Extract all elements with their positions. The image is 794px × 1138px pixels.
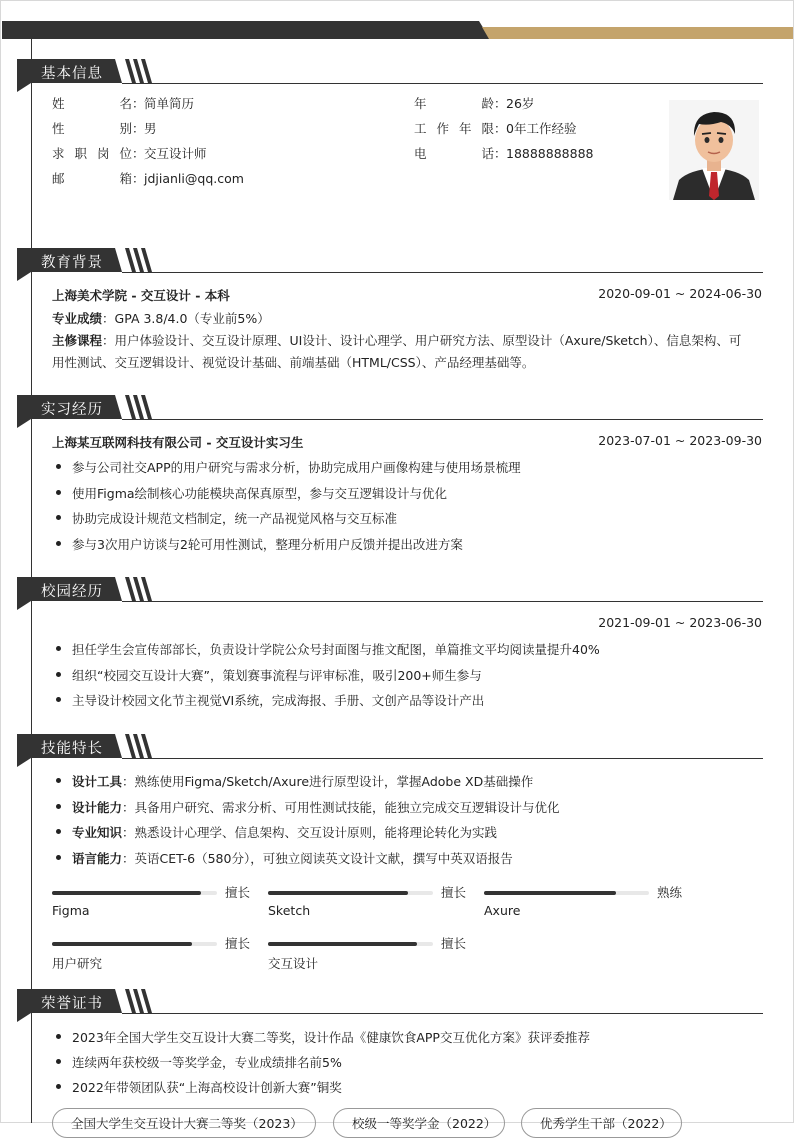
basic-info-label [52, 144, 132, 162]
courses-label: 主修课程 [52, 333, 103, 348]
bullet-item [56, 640, 761, 658]
skill-desc: ：具备用户研究、需求分析、可用性测试技能，能独立完成交互逻辑设计与优化 [122, 799, 560, 815]
basic-info-value: 0年工作经验 [506, 121, 577, 136]
basic-info-label [52, 119, 132, 137]
skill-fill [52, 942, 192, 946]
skill-desc: ：熟练使用Figma/Sketch/Axure进行原型设计，掌握Adobe XD基础操作 [122, 774, 534, 789]
section-internship [17, 395, 763, 421]
bullet-item [56, 484, 761, 502]
label-char: 别 [119, 121, 132, 136]
skill-level: 擅长 [225, 885, 251, 900]
label-char: 电 [414, 146, 427, 161]
cert-badge: 校级一等奖学金（2022） [333, 1108, 505, 1138]
skill-fill [52, 891, 201, 895]
colon: ： [494, 121, 507, 136]
courses-line-cont [52, 352, 762, 374]
courses-value: ：用户体验设计、交互设计原理、UI设计、设计心理学、用户研究方法、原型设计（Axure/Sketch）、信息架构、可 [102, 333, 742, 348]
skill-label: 设计能力 [72, 799, 123, 815]
skill-label: 设计工具 [72, 774, 123, 789]
basic-info-row [52, 94, 194, 112]
internship-date: 2023-07-01 ~ 2023-09-30 [598, 433, 762, 448]
skill-text [72, 823, 497, 841]
skill-text [72, 798, 560, 816]
gpa-value: ：GPA 3.8/4.0（专业前5%） [102, 311, 270, 326]
skill-track [52, 891, 217, 895]
skill-bar [268, 885, 468, 925]
basic-info-label [52, 169, 132, 187]
skill-label: 语言能力 [72, 850, 123, 866]
bullet-text: 连续两年获校级一等奖学金，专业成绩排名前5% [72, 1055, 342, 1070]
basic-info-value: 男 [144, 121, 157, 136]
section-title: 实习经历 [41, 402, 103, 418]
bullet-text: 2023年全国大学生交互设计大赛二等奖，设计作品《健康饮食APP交互优化方案》获评委推荐 [72, 1030, 590, 1045]
skill-name: 交互设计 [268, 956, 319, 971]
label-char: 工 [414, 121, 427, 136]
colon: ： [132, 146, 145, 161]
bullet-item [56, 1053, 761, 1071]
avatar [669, 100, 759, 200]
label-char: 作 [436, 121, 449, 136]
section-title: 荣誉证书 [41, 996, 103, 1012]
gpa-line [52, 308, 762, 330]
courses-line [52, 330, 762, 352]
bullet-item [56, 509, 761, 527]
skill-level: 熟练 [657, 885, 683, 900]
basic-info-row [52, 119, 157, 137]
colon: ： [132, 96, 145, 111]
bullet-text: 参与3次用户访谈与2轮可用性测试，整理分析用户反馈并提出改进方案 [72, 536, 463, 552]
skill-level: 擅长 [441, 885, 467, 900]
label-char: 职 [74, 146, 87, 161]
cert-badge: 全国大学生交互设计大赛二等奖（2023） [52, 1108, 316, 1138]
label-char: 求 [52, 146, 65, 161]
label-char: 邮 [52, 171, 65, 186]
section-campus [17, 577, 763, 603]
skill-name: Figma [52, 903, 90, 918]
skill-bar [268, 936, 468, 976]
courses-value-cont: 用性测试、交互逻辑设计、视觉设计基础、前端基础（HTML/CSS）、产品经理基础等。 [52, 355, 535, 370]
basic-info-value: 18888888888 [506, 145, 594, 161]
skill-text [72, 772, 533, 790]
bullet-text: 组织“校园交互设计大赛”，策划赛事流程与评审标准，吸引200+师生参与 [72, 667, 482, 683]
colon: ： [494, 96, 507, 111]
basic-info-row [52, 144, 207, 162]
label-char: 限 [481, 121, 494, 136]
basic-info-label [414, 94, 494, 112]
bullet-text: 使用Figma绘制核心功能模块高保真原型，参与交互逻辑设计与优化 [72, 485, 448, 501]
skill-track [268, 942, 433, 946]
label-char: 名 [119, 96, 132, 111]
skill-desc: ：熟悉设计心理学、信息架构、交互设计原则，能将理论转化为实践 [122, 825, 498, 840]
skill-text [72, 849, 513, 867]
bullet-item [56, 666, 761, 684]
label-char: 年 [414, 96, 427, 111]
skill-item [56, 772, 761, 790]
skill-item [56, 798, 761, 816]
bullet-text: 协助完成设计规范文档制定，统一产品视觉风格与交互标准 [72, 511, 398, 526]
skill-fill [268, 942, 417, 946]
basic-info-row [414, 94, 534, 112]
internship-entry [52, 433, 762, 451]
top-dark-band [2, 21, 490, 39]
section-title: 技能特长 [41, 741, 103, 757]
skill-bar [52, 936, 252, 976]
label-char: 位 [119, 146, 132, 161]
basic-info-label [52, 94, 132, 112]
label-char: 年 [458, 121, 472, 136]
label-char: 箱 [119, 171, 132, 186]
basic-info-row [414, 119, 576, 137]
basic-info-label [414, 144, 494, 162]
skill-fill [268, 891, 408, 895]
section-title: 教育背景 [41, 255, 103, 271]
cert-badge: 优秀学生干部（2022） [521, 1108, 682, 1138]
section-education [17, 248, 763, 274]
label-char: 龄 [481, 96, 494, 111]
skill-name: Axure [484, 903, 521, 918]
campus-date: 2021-09-01 ~ 2023-06-30 [598, 615, 762, 630]
skill-name: Sketch [268, 903, 311, 918]
basic-info-row [52, 169, 244, 187]
skill-level: 擅长 [441, 936, 467, 951]
education-date: 2020-09-01 ~ 2024-06-30 [598, 286, 762, 301]
skill-item [56, 849, 761, 867]
campus-entry [52, 615, 762, 633]
bullet-item [56, 1028, 761, 1046]
section-skills [17, 734, 763, 760]
bullet-text: 担任学生会宣传部部长，负责设计学院公众号封面图与推文配图，单篇推文平均阅读量提升40% [72, 642, 600, 657]
school-name: 上海美术学院 - 交互设计 - 本科 [52, 288, 230, 303]
section-basic [17, 59, 763, 85]
section-honors [17, 989, 763, 1015]
basic-info-value: 交互设计师 [144, 146, 207, 161]
skill-track [268, 891, 433, 895]
basic-info-value: 26岁 [506, 96, 535, 111]
skill-fill [484, 891, 616, 895]
label-char: 性 [52, 121, 65, 136]
skill-bar [52, 885, 252, 925]
bullet-item [56, 691, 761, 709]
basic-info-label [414, 119, 494, 137]
colon: ： [132, 171, 145, 186]
company-name: 上海某互联网科技有限公司 - 交互设计实习生 [52, 435, 304, 450]
bullet-text: 2022年带领团队获“上海高校设计创新大赛”铜奖 [72, 1080, 342, 1095]
bullet-item [56, 1078, 761, 1096]
skill-bar [484, 885, 684, 925]
bullet-item [56, 458, 761, 476]
label-char: 岗 [96, 146, 110, 161]
skill-track [52, 942, 217, 946]
bullet-text: 参与公司社交APP的用户研究与需求分析，协助完成用户画像构建与使用场景梳理 [72, 460, 521, 475]
bullet-item [56, 535, 761, 553]
skill-track [484, 891, 649, 895]
section-title: 基本信息 [41, 66, 103, 82]
bullet-text: 主导设计校园文化节主视觉VI系统，完成海报、手册、文创产品等设计产出 [72, 693, 485, 708]
skill-level: 擅长 [225, 936, 251, 951]
label-char: 姓 [52, 96, 65, 111]
education-entry [52, 286, 762, 304]
colon: ： [494, 146, 507, 161]
top-gold-band [482, 27, 793, 39]
skill-label: 专业知识 [72, 825, 123, 840]
skill-desc: ：英语CET-6（580分），可独立阅读英文设计文献，撰写中英双语报告 [122, 850, 513, 866]
basic-info-value: 简单简历 [144, 96, 195, 111]
skill-name: 用户研究 [52, 956, 103, 971]
basic-info-row [414, 144, 593, 162]
basic-info-value: jdjianli@qq.com [144, 170, 244, 186]
label-char: 话 [481, 146, 494, 161]
skill-item [56, 823, 761, 841]
section-title: 校园经历 [41, 584, 103, 600]
colon: ： [132, 121, 145, 136]
gpa-label: 专业成绩 [52, 311, 103, 326]
